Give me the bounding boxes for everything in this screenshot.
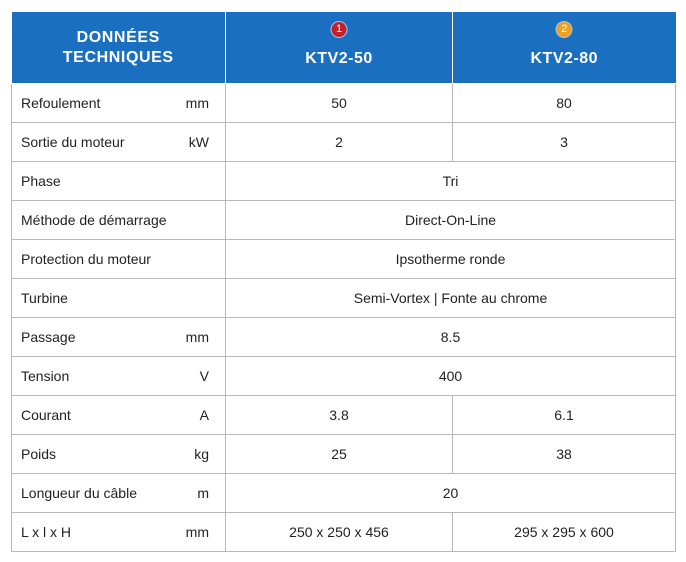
table-header-row xyxy=(12,12,676,84)
row-label-cell xyxy=(12,240,226,279)
row-value-model-1: 2 xyxy=(226,123,453,162)
row-value-shared: Tri xyxy=(226,162,676,201)
row-label: Tension xyxy=(21,368,70,384)
table-row xyxy=(12,435,676,474)
row-label: L x l x H xyxy=(21,524,72,540)
row-unit: mm xyxy=(185,95,209,111)
table-title-line1: DONNÉES xyxy=(76,28,160,46)
model-name-1: KTV2-50 xyxy=(305,50,373,67)
row-label-cell xyxy=(12,513,226,552)
row-value-model-2: 3 xyxy=(453,123,676,162)
table-row xyxy=(12,279,676,318)
model-badge-2: 2 xyxy=(557,22,572,37)
table-row xyxy=(12,123,676,162)
row-unit: A xyxy=(199,407,209,423)
table-row xyxy=(12,201,676,240)
row-unit: kW xyxy=(188,134,209,150)
row-label-cell xyxy=(12,84,226,123)
row-label-cell xyxy=(12,396,226,435)
table-title-cell xyxy=(12,12,226,84)
model-badge-1: 1 xyxy=(332,22,347,37)
row-value-shared: Semi-Vortex | Fonte au chrome xyxy=(226,279,676,318)
row-value-model-2: 6.1 xyxy=(453,396,676,435)
table-row xyxy=(12,84,676,123)
row-unit: mm xyxy=(185,329,209,345)
table-row xyxy=(12,513,676,552)
table-title xyxy=(12,28,226,68)
row-value-model-2: 80 xyxy=(453,84,676,123)
row-value-model-1: 250 x 250 x 456 xyxy=(226,513,453,552)
row-label: Méthode de démarrage xyxy=(21,212,167,228)
row-value-shared: Direct-On-Line xyxy=(226,201,676,240)
model-header-1 xyxy=(226,12,453,84)
row-unit: mm xyxy=(185,524,209,540)
table-row xyxy=(12,357,676,396)
row-value-model-1: 3.8 xyxy=(226,396,453,435)
row-label: Turbine xyxy=(21,290,68,306)
table-row xyxy=(12,162,676,201)
row-value-shared: 400 xyxy=(226,357,676,396)
row-value-model-2: 38 xyxy=(453,435,676,474)
row-label-cell xyxy=(12,201,226,240)
row-label: Courant xyxy=(21,407,71,423)
row-label: Sortie du moteur xyxy=(21,134,125,150)
model-header-2 xyxy=(453,12,676,84)
model-name-2: KTV2-80 xyxy=(530,50,599,67)
row-value-shared: 20 xyxy=(226,474,676,513)
table-row xyxy=(12,240,676,279)
row-label: Protection du moteur xyxy=(21,251,151,267)
row-value-model-1: 50 xyxy=(226,84,453,123)
row-value-model-1: 25 xyxy=(226,435,453,474)
row-label-cell xyxy=(12,357,226,396)
row-label-cell xyxy=(12,123,226,162)
table-row xyxy=(12,396,676,435)
row-label: Passage xyxy=(21,329,76,345)
row-label: Refoulement xyxy=(21,95,101,111)
row-label: Poids xyxy=(21,446,57,462)
row-unit: V xyxy=(199,368,209,384)
row-unit: m xyxy=(197,485,209,501)
table-body xyxy=(12,84,676,552)
row-value-shared: 8.5 xyxy=(226,318,676,357)
row-label-cell xyxy=(12,162,226,201)
table-row xyxy=(12,318,676,357)
row-label: Phase xyxy=(21,173,61,189)
table-row xyxy=(12,474,676,513)
row-label-cell xyxy=(12,474,226,513)
row-label-cell xyxy=(12,318,226,357)
row-value-shared: Ipsotherme ronde xyxy=(226,240,676,279)
row-value-model-2: 295 x 295 x 600 xyxy=(453,513,676,552)
row-label-cell xyxy=(12,435,226,474)
technical-data-table xyxy=(11,12,676,552)
table-title-line2: TECHNIQUES xyxy=(62,48,174,66)
row-unit: kg xyxy=(194,446,209,462)
row-label: Longueur du câble xyxy=(21,485,137,501)
row-label-cell xyxy=(12,279,226,318)
